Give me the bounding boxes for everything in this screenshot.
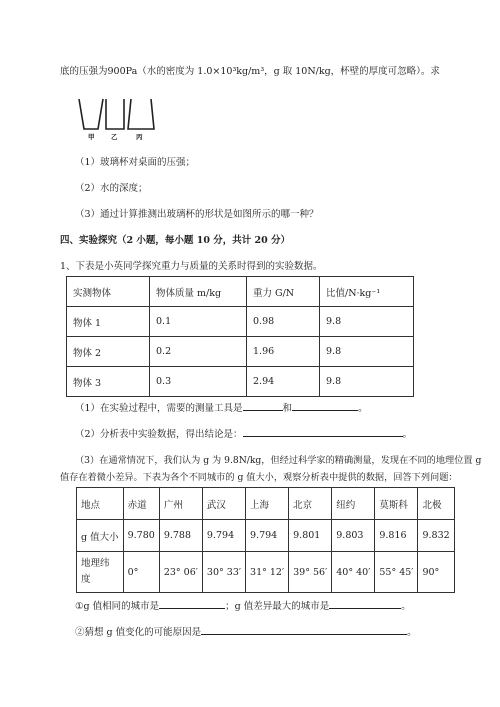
cup-yi-shape (106, 99, 124, 129)
table-cell: g 值大小 (77, 520, 124, 552)
intro-line (60, 63, 440, 77)
experiment-1-intro: 1、下表是小英同学探究重力与质量的关系时得到的实验数据。 (60, 261, 323, 272)
table-row (77, 520, 455, 552)
table-cell (77, 552, 124, 593)
table-row (77, 552, 455, 593)
latitude-label-line2: 度 (81, 574, 91, 585)
table-cell: 9.8 (320, 337, 414, 367)
sub1-end: 。 (358, 403, 368, 414)
sub-question-2 (75, 426, 412, 440)
table-cell: 莫斯科 (375, 488, 418, 520)
table-header-cell: 重力 G/N (247, 277, 320, 307)
answer-blank (243, 426, 403, 437)
intro-before: 底的压强为 (60, 66, 108, 77)
table-cell: 北京 (289, 488, 332, 520)
answer-blank (159, 598, 225, 609)
table-cell: 0.3 (150, 367, 247, 397)
question-3: （3）通过计算推测出玻璃杯的形状是如图所示的哪一种？ (75, 209, 319, 220)
table-header-row (67, 277, 414, 307)
label-jia: 甲 (88, 133, 95, 141)
table-cell: 武汉 (202, 488, 245, 520)
intro-pressure: 900Pa (107, 66, 138, 77)
table-cell: 物体 1 (67, 307, 150, 337)
sub2-end: 。 (402, 429, 413, 440)
cup-bing-shape (128, 99, 154, 129)
g-value-table (76, 487, 455, 593)
table-cell: 90° (418, 552, 454, 593)
latitude-label-line1: 地理纬 (81, 558, 110, 569)
label-bing: 丙 (136, 133, 143, 141)
table-header-cell: 物体质量 m/kg (150, 277, 247, 307)
sub-question-3-line2: 值存在着微小差异。下表为各个不同城市的 g 值大小，观察分析表中提供的数据，回答下列问题： (60, 472, 458, 483)
section-title: 四、实验探究（2 小题，每小题 10 分，共计 20 分） (60, 235, 291, 246)
answer-line-2 (75, 624, 417, 638)
answer-blank (243, 400, 283, 411)
question-1: （1）玻璃杯对桌面的压强； (75, 157, 196, 168)
table-cell: 0.98 (247, 307, 320, 337)
table-cell: 上海 (246, 488, 289, 520)
table-row (67, 337, 414, 367)
table-row (77, 488, 455, 520)
table-cell: 北极 (418, 488, 454, 520)
table-cell: 1.96 (247, 337, 320, 367)
table-cell: 30° 33′ (202, 552, 245, 593)
table-cell: 0.1 (150, 307, 247, 337)
ans1-b: ；g 值差异最大的城市是 (225, 601, 330, 612)
table-cell: 39° 56′ (289, 552, 332, 593)
table-cell: 物体 3 (67, 367, 150, 397)
table-header-cell: 实测物体 (67, 277, 150, 307)
ans1-a: ①g 值相同的城市是 (75, 601, 160, 612)
sub-question-3-line1: （3）在通常情况下，我们认为 g 为 9.8N/kg，但经过科学家的精确测量，发现在不同的地理位置 g (75, 455, 482, 466)
table-cell: 9.780 (123, 520, 159, 552)
table-cell: 23° 06′ (159, 552, 202, 593)
ans2-a: ②猜想 g 值变化的可能原因是 (75, 627, 202, 638)
table-cell: 9.794 (202, 520, 245, 552)
gravity-mass-table (66, 276, 414, 397)
answer-blank (329, 598, 401, 609)
table-cell: 9.8 (320, 367, 414, 397)
table-cell: 广州 (159, 488, 202, 520)
table-row (67, 367, 414, 397)
table-cell: 9.794 (246, 520, 289, 552)
intro-mid: （水的密度为 1.0×10³kg/m³，g 取 10N/kg，杯壁的厚度可忽略）。求 (137, 66, 440, 77)
sub1-and: 和 (282, 403, 293, 414)
table-row (67, 307, 414, 337)
table-cell: 9.832 (418, 520, 454, 552)
cup-figure (76, 97, 158, 141)
table-cell: 赤道 (123, 488, 159, 520)
answer-line-1 (75, 598, 411, 612)
table-cell: 2.94 (247, 367, 320, 397)
table-cell: 0° (123, 552, 159, 593)
answer-blank (201, 624, 407, 635)
sub-question-1 (75, 400, 368, 414)
table-cell: 9.788 (159, 520, 202, 552)
sub1-text: （1）在实验过程中，需要的测量工具是 (75, 403, 243, 414)
table-cell: 40° 40′ (332, 552, 375, 593)
table-cell: 9.816 (375, 520, 418, 552)
table-header-cell: 比值/N·kg⁻¹ (320, 277, 414, 307)
table-cell: 31° 12′ (246, 552, 289, 593)
ans2-end: 。 (407, 627, 417, 638)
table-cell: 9.8 (320, 307, 414, 337)
table-cell: 9.801 (289, 520, 332, 552)
table-cell: 地点 (77, 488, 124, 520)
table-cell: 纽约 (332, 488, 375, 520)
cup-jia-shape (79, 99, 103, 129)
table-cell: 0.2 (150, 337, 247, 367)
sub2-text: （2）分析表中实验数据，得出结论是： (75, 429, 243, 440)
table-cell: 55° 45′ (375, 552, 418, 593)
question-2: （2）水的深度； (75, 183, 148, 194)
answer-blank (292, 400, 358, 411)
table-cell: 物体 2 (67, 337, 150, 367)
ans1-end: 。 (401, 601, 411, 612)
label-yi: 乙 (111, 133, 118, 141)
table-cell: 9.803 (332, 520, 375, 552)
